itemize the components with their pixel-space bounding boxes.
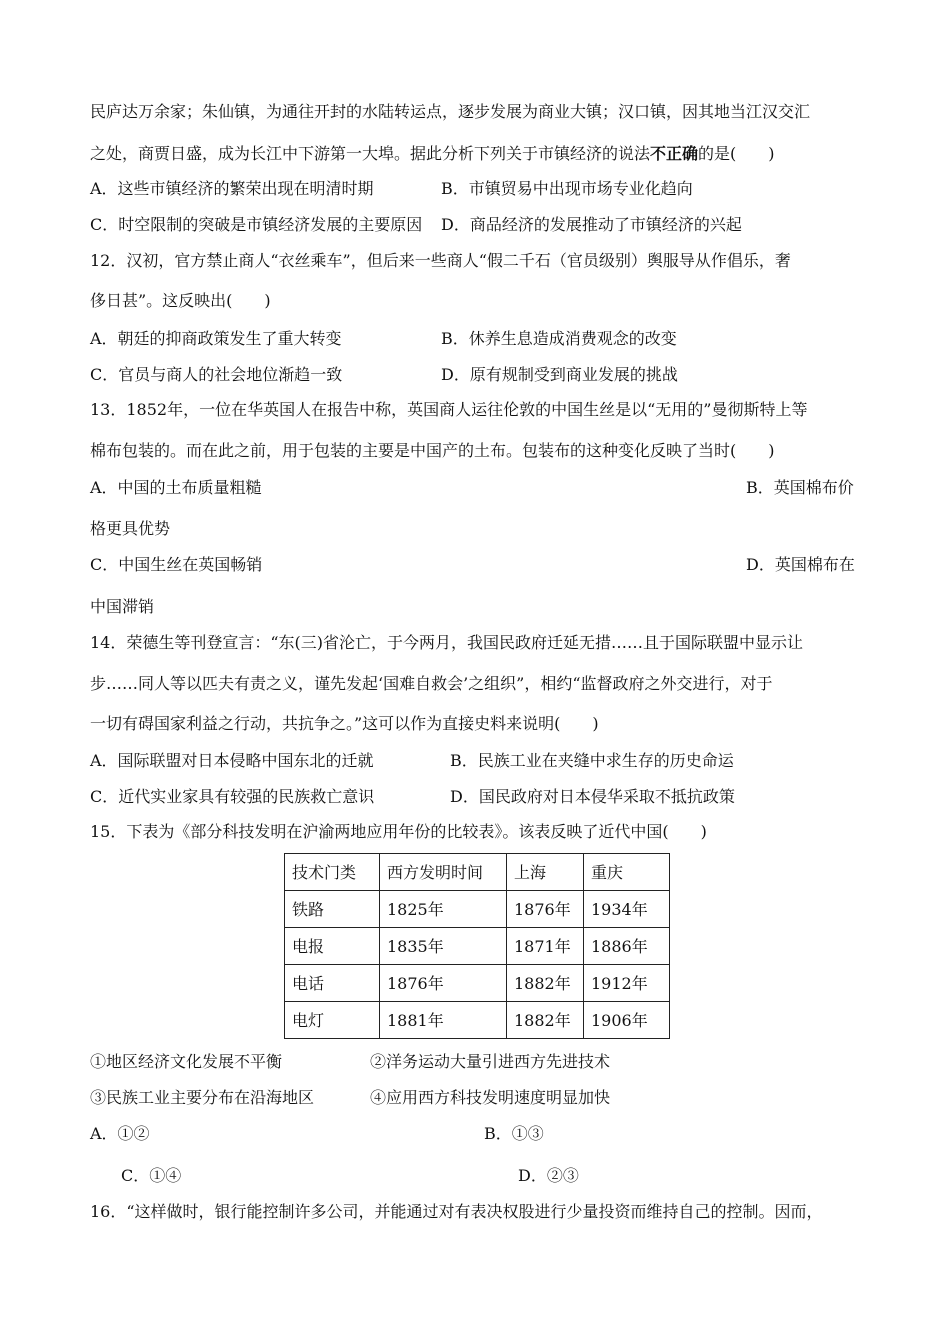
q14-option-d: D．国民政府对日本侵华采取不抵抗政策 bbox=[450, 787, 735, 806]
table-row bbox=[285, 1002, 670, 1039]
q13-option-b-part1: B．英国棉布价 bbox=[746, 478, 854, 497]
q14-stem-line3: 一切有碍国家利益之行动，共抗争之。”这可以作为直接史料来说明( ) bbox=[90, 714, 599, 733]
q13-option-b-part2: 格更具优势 bbox=[90, 519, 171, 538]
table-cell: 1912年 bbox=[584, 965, 670, 1002]
q15-statement-4: ④应用西方科技发明速度明显加快 bbox=[370, 1088, 611, 1107]
table-cell: 1881年 bbox=[380, 1002, 507, 1039]
table-header-cell: 技术门类 bbox=[285, 854, 380, 891]
q13-stem-line1: 13．1852年，一位在华英国人在报告中称，英国商人运往伦敦的中国生丝是以“无用的”曼彻斯特上等 bbox=[90, 400, 808, 419]
table-cell: 1871年 bbox=[507, 928, 584, 965]
table-header-cell: 西方发明时间 bbox=[380, 854, 507, 891]
table-row bbox=[285, 965, 670, 1002]
table-header-cell: 上海 bbox=[507, 854, 584, 891]
q12-option-c: C．官员与商人的社会地位渐趋一致 bbox=[90, 365, 343, 384]
table-row bbox=[285, 928, 670, 965]
q15-statement-2: ②洋务运动大量引进西方先进技术 bbox=[370, 1052, 611, 1071]
table-cell: 1882年 bbox=[507, 965, 584, 1002]
q13-stem-line2: 棉布包装的。而在此之前，用于包装的主要是中国产的土布。包装布的这种变化反映了当时( ) bbox=[90, 441, 775, 460]
q11-option-d: D．商品经济的发展推动了市镇经济的兴起 bbox=[441, 215, 742, 234]
q15-option-c: C．①④ bbox=[121, 1166, 182, 1185]
q12-stem-line1: 12．汉初，官方禁止商人“衣丝乘车”，但后来一些商人“假二千石（官员级别）舆服导从作倡乐，奢 bbox=[90, 251, 791, 270]
q13-option-a: A．中国的土布质量粗糙 bbox=[90, 478, 262, 497]
q12-option-b: B．休养生息造成消费观念的改变 bbox=[441, 329, 677, 348]
q12-stem-line2: 侈日甚”。这反映出( ) bbox=[90, 291, 271, 310]
q11-option-b: B．市镇贸易中出现市场专业化趋向 bbox=[441, 179, 693, 198]
q13-option-c: C．中国生丝在英国畅销 bbox=[90, 555, 263, 574]
table-header-row bbox=[285, 854, 670, 891]
table-cell: 1835年 bbox=[380, 928, 507, 965]
q15-option-a: A．①② bbox=[90, 1124, 150, 1143]
q11-stem-line2 bbox=[90, 143, 775, 165]
q11-stem-line2-end: 的是( ) bbox=[698, 144, 775, 163]
q14-stem-line2: 步……同人等以匹夫有责之义，谨先发起‘国难自救会’之组织”，相约“监督政府之外交进行，对于 bbox=[90, 674, 773, 693]
q15-option-b: B．①③ bbox=[484, 1124, 544, 1143]
q11-stem-line2-text: 之处，商贾日盛，成为长江中下游第一大埠。据此分析下列关于市镇经济的说法 bbox=[90, 144, 651, 163]
q15-stem: 15．下表为《部分科技发明在沪渝两地应用年份的比较表》。该表反映了近代中国( ) bbox=[90, 822, 707, 841]
table-cell: 1934年 bbox=[584, 891, 670, 928]
table-cell: 1876年 bbox=[507, 891, 584, 928]
q11-option-c: C．时空限制的突破是市镇经济发展的主要原因 bbox=[90, 215, 423, 234]
table-cell: 电灯 bbox=[285, 1002, 380, 1039]
q15-statement-3: ③民族工业主要分布在沿海地区 bbox=[90, 1088, 315, 1107]
table-cell: 1876年 bbox=[380, 965, 507, 1002]
table-cell: 电报 bbox=[285, 928, 380, 965]
table-cell: 1886年 bbox=[584, 928, 670, 965]
table-cell: 电话 bbox=[285, 965, 380, 1002]
q14-option-a: A．国际联盟对日本侵略中国东北的迁就 bbox=[90, 751, 374, 770]
q11-stem-line1: 民庐达万余家；朱仙镇，为通往开封的水陆转运点，逐步发展为商业大镇；汉口镇，因其地当江汉交汇 bbox=[90, 102, 811, 121]
table-header-cell: 重庆 bbox=[584, 854, 670, 891]
q15-option-d: D．②③ bbox=[518, 1166, 579, 1185]
q13-option-d-part1: D．英国棉布在 bbox=[746, 555, 855, 574]
q11-option-a: A．这些市镇经济的繁荣出现在明清时期 bbox=[90, 179, 374, 198]
table-cell: 1882年 bbox=[507, 1002, 584, 1039]
q15-statement-1: ①地区经济文化发展不平衡 bbox=[90, 1052, 283, 1071]
table-cell: 1825年 bbox=[380, 891, 507, 928]
table-cell: 1906年 bbox=[584, 1002, 670, 1039]
table-row bbox=[285, 891, 670, 928]
q12-option-a: A．朝廷的抑商政策发生了重大转变 bbox=[90, 329, 342, 348]
q12-option-d: D．原有规制受到商业发展的挑战 bbox=[441, 365, 678, 384]
q16-stem-line1: 16．“这样做时，银行能控制许多公司，并能通过对有表决权股进行少量投资而维持自己的控制。因而， bbox=[90, 1202, 823, 1221]
q13-option-d-part2: 中国滞销 bbox=[90, 597, 155, 616]
q14-option-b: B．民族工业在夹缝中求生存的历史命运 bbox=[450, 751, 734, 770]
table-cell: 铁路 bbox=[285, 891, 380, 928]
q11-emphasis: 不正确 bbox=[650, 144, 699, 163]
q14-option-c: C．近代实业家具有较强的民族救亡意识 bbox=[90, 787, 375, 806]
q14-stem-line1: 14．荣德生等刊登宣言：“东(三)省沦亡，于今两月，我国民政府迁延无措……且于国际联盟中显示让 bbox=[90, 633, 804, 652]
tech-comparison-table bbox=[284, 853, 670, 1039]
